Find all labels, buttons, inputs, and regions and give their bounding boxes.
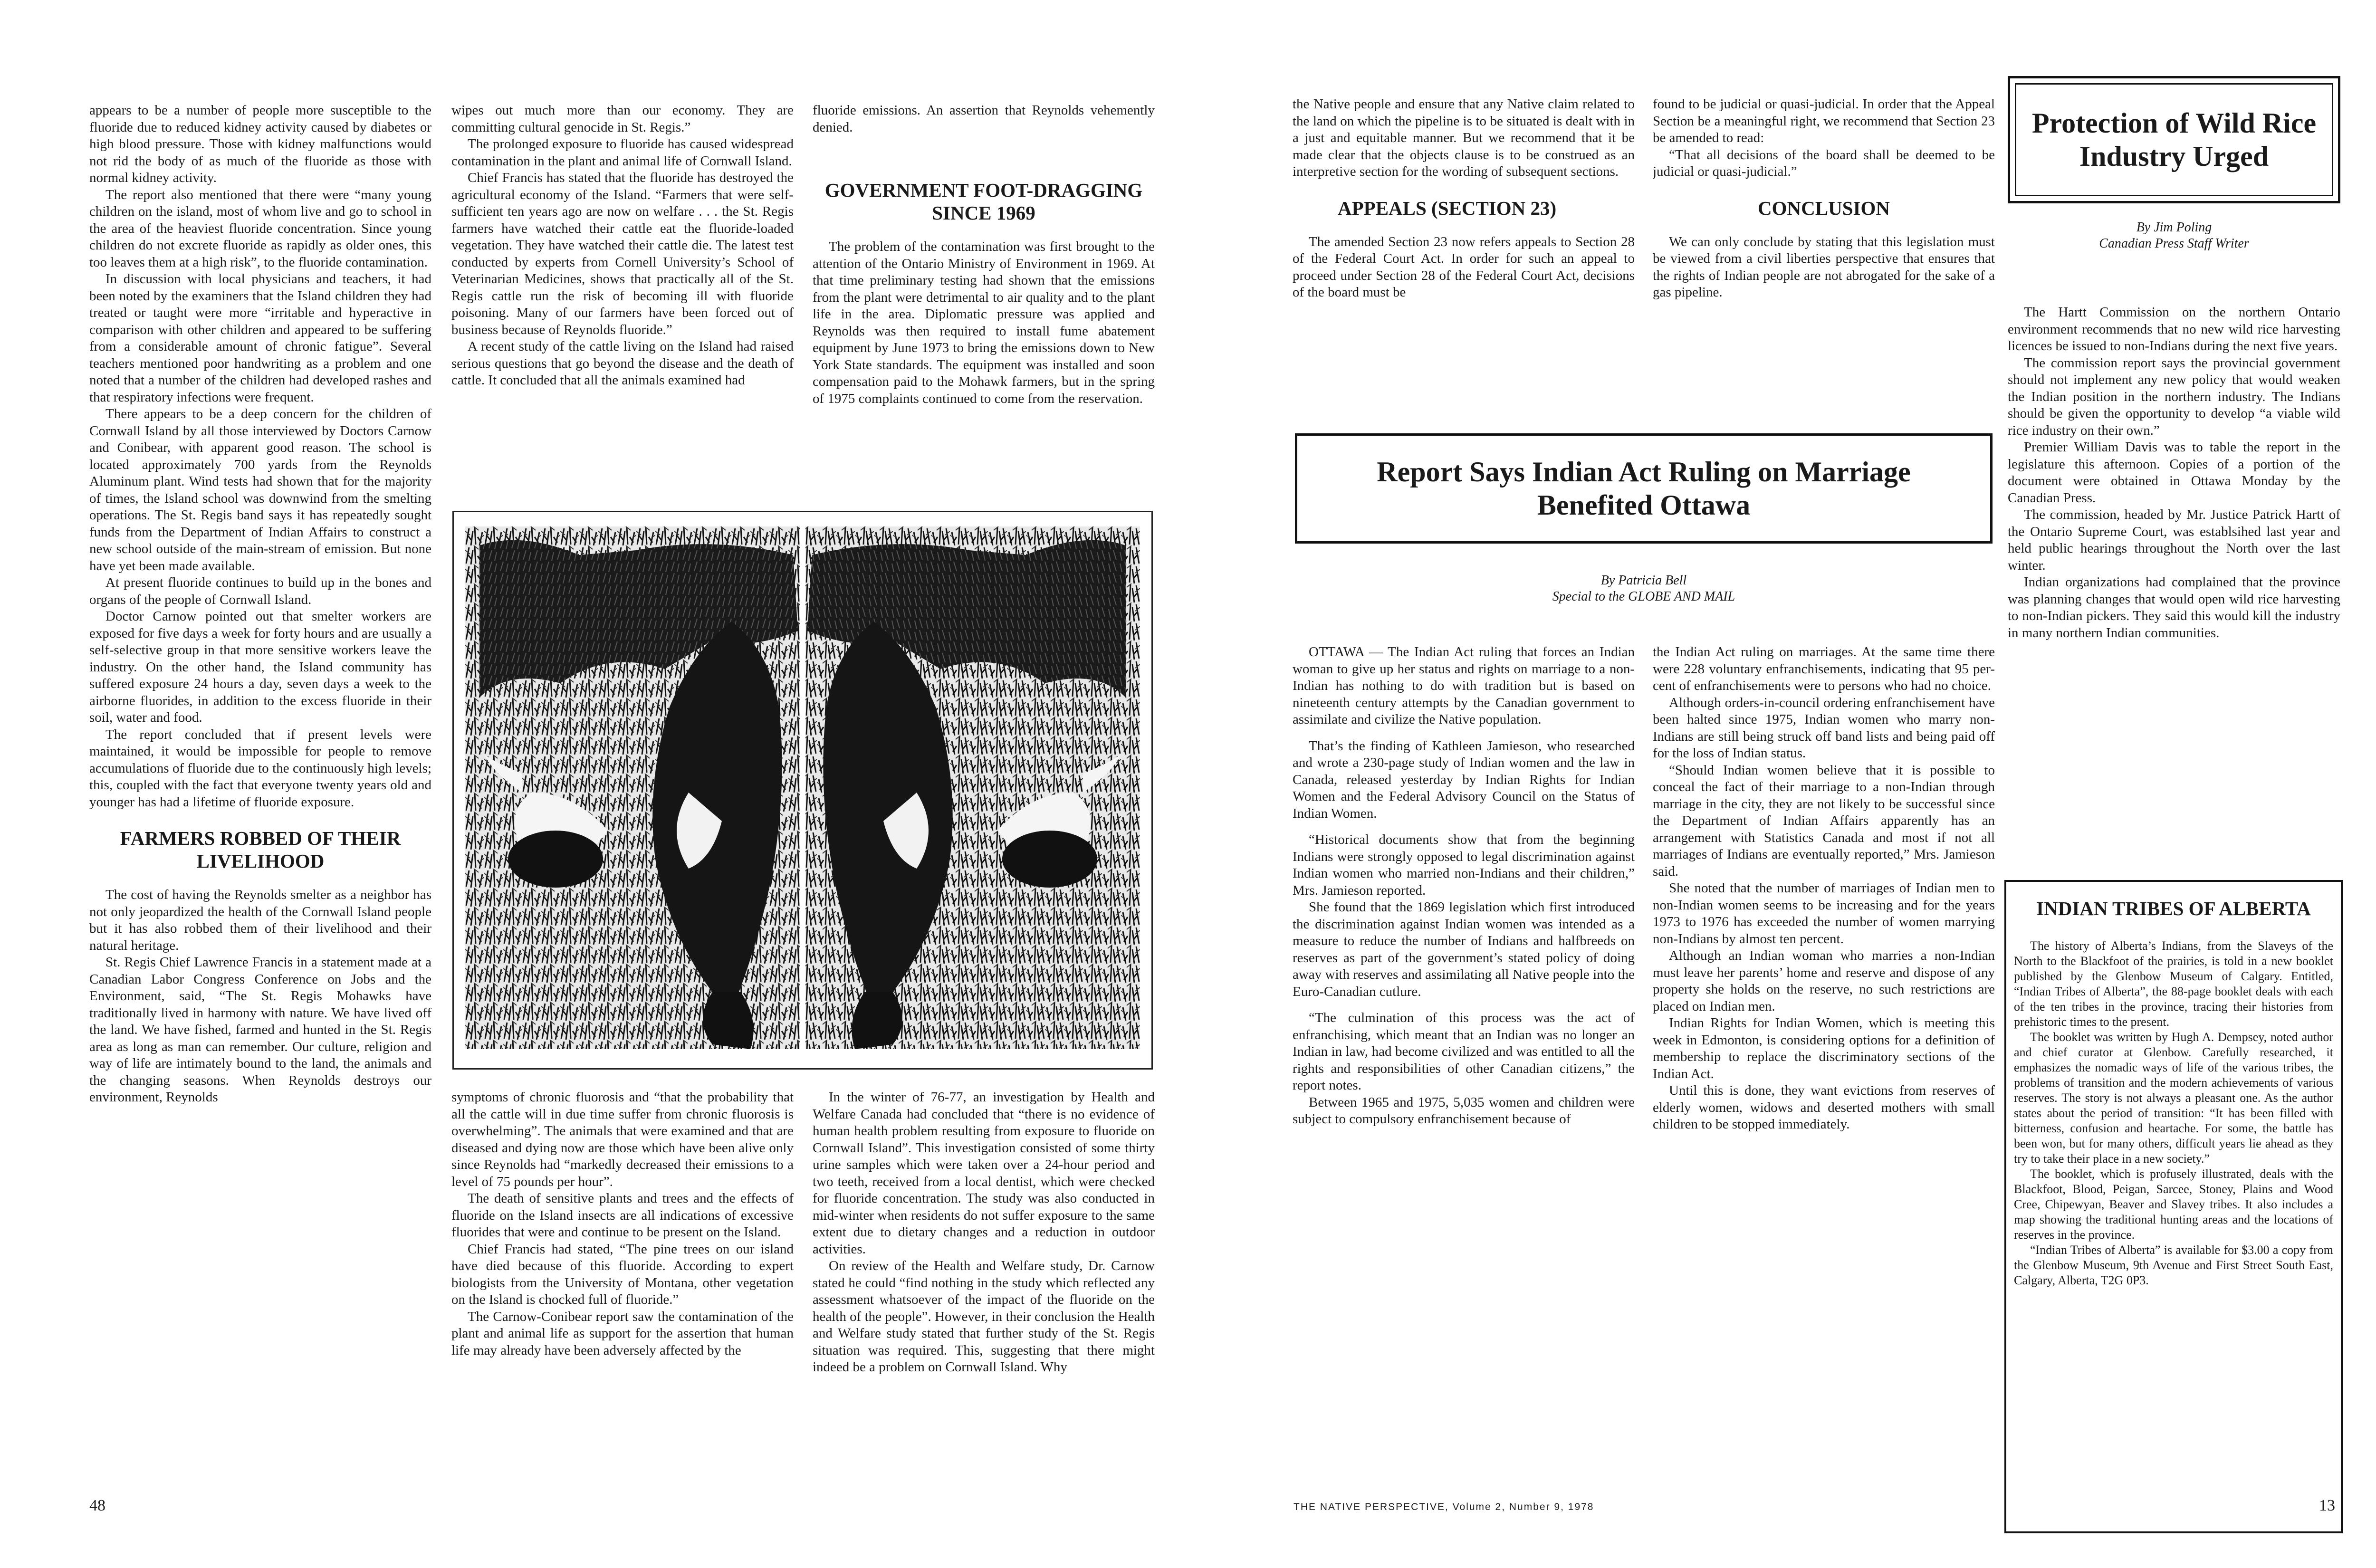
paragraph: A recent study of the cattle living on the Island had raised serious questions that go beyond the disease and the death of cattle. It concluded that all the animals examined had <box>451 339 794 388</box>
left-column-2 <box>451 102 794 506</box>
paragraph: Chief Francis has stated that the fluoride has destroyed the agricultural economy of the Island. “Farmers that were self-sufficient ten years ago are now on welfare . . . the St. Regis farmers have watched their cattle eat the fluoride-loaded vegetation. They have watched their cattle die. The latest test conducted by experts from Cornell University’s School of Veterinarian Medicines, shows that practically all of the St. Regis cattle run the risk of becoming ill with fluoride poisoning. Many of our farmers have been forced out of business because of Reynolds fluoride.” <box>451 170 794 337</box>
paragraph: Indian organizations had complained that the province was planning changes that would open wild rice harvesting to non-Indian pickers. They said this would kill the industry in many northern Indian communities. <box>2008 574 2340 641</box>
byline-source: Special to the GLOBE AND MAIL <box>1552 589 1735 604</box>
paragraph: She found that the 1869 legislation which first introduced the discrimination against Indian women was intended as a measure to reduce the number of Indians and halfbreeds on reserves as part of the government’s stated policy of doing away with reserves and assimilating all Native people into the Euro-Canadian cutlure. <box>1293 899 1635 999</box>
paragraph: On review of the Health and Welfare study, Dr. Carnow stated he could “find nothing in the study which reflected any assessment whatsoever of the impact of the fluoride on the health of the people”. However, in their conclusion the Health and Welfare study stated that further study of the St. Regis situation was required. This, suggesting that there might indeed be a problem on Cornwall Island. Why <box>813 1258 1155 1375</box>
alberta-heading: INDIAN TRIBES OF ALBERTA <box>2036 898 2311 919</box>
magazine-footer: THE NATIVE PERSPECTIVE, Volume 2, Number 9, 1978 <box>1293 1501 1594 1512</box>
indian-act-byline <box>1295 573 1993 605</box>
paragraph: fluoride emissions. An assertion that Reynolds vehemently denied. <box>813 103 1155 135</box>
right-top-column-1 <box>1293 96 1635 429</box>
wild-rice-column <box>2008 304 2340 874</box>
paragraph: Although an Indian woman who marries a non-Indian must leave her parents’ home and reserve and dispose of any property she holds on the reserve, no such restrictions are placed on Indian men. <box>1653 948 1995 1014</box>
paragraph: The amended Section 23 now refers appeals to Section 28 of the Federal Court Act. In order for such an appeal to proceed under Section 28 of the Federal Court Act, decisions of the board must be <box>1293 234 1635 300</box>
paragraph: That’s the finding of Kathleen Jamieson, who researched and wrote a 230-page study of Indian women and the law in Canada, released yesterday by Indian Rights for Indian Women and the Federal Advisory Council on the Status of Indian Women. <box>1293 738 1635 821</box>
cattle-photo-graphic <box>454 512 1151 1068</box>
paragraph: appears to be a number of people more susceptible to the fluoride due to reduced kidney activity caused by diabetes or high blood pressure. Those with kidney malfunctions would not rid the body of as much of the fluoride as those with normal kidney activity. <box>89 103 431 185</box>
paragraph: The commission report says the provincial government should not implement any new policy that would weaken the Indian position in the northern industry. The Indians should be given the opportunity to develop “a viable wild rice industry on their own.” <box>2008 355 2340 438</box>
paragraph: Indian Rights for Indian Women, which is meeting this week in Edmonton, is considering options for a definition of membership to replace the discriminatory sections of the Indian Act. <box>1653 1015 1995 1081</box>
paragraph: The Carnow-Conibear report saw the contamination of the plant and animal life as support for the assertion that human life may already have been adversely affected by the <box>451 1309 794 1358</box>
paragraph: wipes out much more than our economy. They are committing cultural genocide in St. Regis.” <box>451 103 794 135</box>
paragraph: The history of Alberta’s Indians, from the Slaveys of the North to the Blackfoot of the prairies, is told in a new booklet published by the Glenbow Museum of Calgary. Entitled, “Indian Tribes of Alberta”, the 88-page booklet deals with each of the ten tribes in the province, tracing their histories from prehistoric times to the present. <box>2014 939 2333 1029</box>
paragraph: the Indian Act ruling on marriages. At the same time there were 228 voluntary enfranchisements, indicating that 95 per-cent of enfranchisements were to persons who had no choice. <box>1653 644 1995 693</box>
paragraph: “The culmination of this process was the act of enfranchising, which meant that an Indian was no longer an Indian in law, had become civilized and was entitled to all the rights and responsibilities of other Canadian citizens,” the report notes. <box>1293 1010 1635 1093</box>
alberta-column <box>2014 938 2333 1523</box>
section-heading: APPEALS (SECTION 23) <box>1338 197 1557 219</box>
paragraph: “Should Indian women believe that it is possible to conceal the fact of their marriage to a non-Indian through marriage in the city, they are not likely to be successful since the Department of Indian Affairs apparently has an arrangement with Statistics Canada and most if not all marriages of Indians are eventually reported,” Mrs. Jamieson said. <box>1653 762 1995 879</box>
paragraph: There appears to be a deep concern for the children of Cornwall Island by all those interviewed by Doctors Carnow and Conibear, with apparent good reason. The school is located approximately 700 yards from the Reynolds Aluminum plant. Wind tests had shown that for the majority of times, the Island school was downwind from the smelting operations. The St. Regis band says it has repeatedly sought funds from the Department of Indian Affairs to construct a new school outside of the main-stream of emission. But none have yet been made available. <box>89 406 431 574</box>
paragraph: The death of sensitive plants and trees and the effects of fluoride on the Island insects are all indications of excessive fluorides that were and continue to be present on the Island. <box>451 1191 794 1240</box>
paragraph: The booklet was written by Hugh A. Dempsey, noted author and chief curator at Glenbow. Carefully researched, it emphasizes the nomadic ways of life of the various tribes, the problems of transition and the modern achievements of various reserves. The story is not always a pleasant one. As the author states about the period of transition: “It has been filled with bitterness, confusion and heartache. For some, the battle has been won, but for many others, difficult years lie ahead as they try to take their place in a new society.” <box>2014 1030 2333 1166</box>
paragraph: She noted that the number of marriages of Indian men to non-Indian women seems to be increasing and for the years 1973 to 1976 has exceeded the number of women marrying non-Indians by almost ten percent. <box>1653 880 1995 947</box>
paragraph: At present fluoride continues to build up in the bones and organs of the people of Cornwall Island. <box>89 575 431 607</box>
paragraph: The cost of having the Reynolds smelter as a neighbor has not only jeopardized the health of the Cornwall Island people but it has also robbed them of their livelihood and their natural heritage. <box>89 887 431 953</box>
cattle-photo <box>452 511 1153 1070</box>
paragraph: OTTAWA — The Indian Act ruling that forces an Indian woman to give up her status and rights on marriage to a non-Indian has nothing to do with tradition but is based on nineteenth century attempts by the Canadian government to assimilate and civilize the Native population. <box>1293 644 1635 727</box>
paragraph: The report concluded that if present levels were maintained, it would be impossible for people to remove accumulations of fluoride due to the continuously high levels; this, coupled with the fact that everyone twenty years old and younger has had a lifetime of fluoride exposure. <box>89 727 431 810</box>
paragraph: “That all decisions of the board shall be deemed to be judicial or quasi-judicial.” <box>1653 147 1995 179</box>
paragraph: Chief Francis had stated, “The pine trees on our island have died because of this fluoride. According to expert biologists from the University of Montana, other vegetation on the Island is chocked full of fluoride.” <box>451 1241 794 1307</box>
byline-source: Canadian Press Staff Writer <box>2099 236 2249 251</box>
paragraph: Between 1965 and 1975, 5,035 women and children were subject to compulsory enfranchisement because of <box>1293 1094 1635 1127</box>
paragraph: The booklet, which is profusely illustrated, deals with the Blackfoot, Blood, Peigan, Sarcee, Stoney, Plains and Wood Cree, Chipewyan, Beaver and Slavey tribes. It also includes a map showing the traditional hunting areas and the locations of reserves in the province. <box>2014 1167 2333 1242</box>
wild-rice-headline: Protection of Wild Rice Industry Urged <box>2031 107 2317 172</box>
left-column-2-lower <box>451 1089 794 1507</box>
page-number-right: 13 <box>2319 1497 2335 1514</box>
section-heading: GOVERNMENT FOOT-DRAGGING SINCE 1969 <box>824 179 1143 224</box>
paragraph: The commission, headed by Mr. Justice Patrick Hartt of the Ontario Supreme Court, was establsihed last year and held public hearings throughout the North over the last winter. <box>2008 507 2340 573</box>
paragraph: the Native people and ensure that any Native claim related to the land on which the pipeline is to be situated is dealt with in a just and equitable manner. But we recommend that it be made clear that the objects clause is to be construed as an interpretive section for the wording of subsequent sections. <box>1293 96 1635 179</box>
paragraph: In discussion with local physicians and teachers, it had been noted by the examiners that the Island children they had treated or taught were more “irritable and hyperactive in comparison with other children and appeared to be suffering from a considerable amount of chronic fatigue”. Several teachers mentioned poor handwriting as a problem and one noted that a number of the children had developed rashes and that respiratory infections were frequent. <box>89 271 431 405</box>
paragraph: Although orders-in-council ordering enfranchisement have been halted since 1975, Indian women who marry non-Indians are still being struck off band lists and being paid off for the loss of Indian status. <box>1653 695 1995 761</box>
section-heading: CONCLUSION <box>1758 197 1890 219</box>
left-column-3-lower <box>813 1089 1155 1507</box>
indian-act-column-1 <box>1293 644 1635 1494</box>
paragraph: Doctor Carnow pointed out that smelter workers are exposed for five days a week for forty hours and are usually a self-selective group in that more sensitive workers leave the industry. On the other hand, the Island community has suffered exposure 24 hours a day, seven days a week to the airborne fluorides, in addition to the excess fluoride in their soil, water and food. <box>89 609 431 725</box>
indian-act-column-2 <box>1653 644 1995 1494</box>
paragraph: The prolonged exposure to fluoride has caused widespread contamination in the plant and animal life of Cornwall Island. <box>451 136 794 169</box>
paragraph: The report also mentioned that there were “many young children on the island, most of whom live and go to school in the area of the heaviest fluoride concentration. Since young children do not excrete fluoride as rapidly as older ones, this too leaves them at a high risk”, to the fluoride contamination. <box>89 187 431 270</box>
paragraph: Premier William Davis was to table the report in the legislature this afternoon. Copies of a portion of the document were obtained in Ottawa Monday by the Canadian Press. <box>2008 440 2340 506</box>
byline-author: By Patricia Bell <box>1600 573 1687 588</box>
page-number-left: 48 <box>89 1497 105 1514</box>
paragraph: “Historical documents show that from the beginning Indians were strongly opposed to legal discrimination against Indian women who married non-Indians and their children,” Mrs. Jamieson reported. <box>1293 832 1635 898</box>
paragraph: The Hartt Commission on the northern Ontario environment recommends that no new wild rice harvesting licences be issued to non-Indians during the next five years. <box>2008 305 2340 354</box>
paragraph: found to be judicial or quasi-judicial. In order that the Appeal Section be a meaningful right, we recommend that Section 23 be amended to read: <box>1653 96 1995 145</box>
indian-act-headline-box <box>1295 433 1993 544</box>
section-heading: FARMERS ROBBED OF THEIR LIVELIHOOD <box>120 827 401 872</box>
paragraph: In the winter of 76-77, an investigation by Health and Welfare Canada had concluded that “there is no evidence of human health problem resulting from exposure to fluoride on Cornwall Island”. This investigation consisted of some thirty urine samples which were taken over a 24-hour period and two teeth, received from a local dentist, which were checked for fluoride concentration. The study was also conducted in mid-winter when residents do not suffer exposure to the same extent due to dietary changes and a reduction in outdoor activities. <box>813 1090 1155 1257</box>
wild-rice-byline <box>2008 220 2340 252</box>
left-column-3 <box>813 102 1155 506</box>
paragraph: St. Regis Chief Lawrence Francis in a statement made at a Canadian Labor Congress Conference on Jobs and the Environment, said, “The St. Regis Mohawks have traditionally lived in harmony with nature. We have lived off the land. We have fished, farmed and hunted in the St. Regis area as long as man can remember. Our culture, religion and way of life are intimately bound to the land, the animals and the changing seasons. When Reynolds destroys our environment, Reynolds <box>89 955 431 1105</box>
paragraph: symptoms of chronic fluorosis and “that the probability that all the cattle will in due time suffer from chronic fluorosis is overwhelming”. The animals that were examined and that are diseased and dying now are those which have been alive only since Reynolds had “markedly decreased their emissions to a level of 75 pounds per hour”. <box>451 1090 794 1189</box>
paragraph: Until this is done, they want evictions from reserves of elderly women, widows and deserted mothers with small children to be stopped immediately. <box>1653 1083 1995 1132</box>
wild-rice-headline-box <box>2008 76 2340 203</box>
left-column-1 <box>89 102 431 1504</box>
byline-author: By Jim Poling <box>2136 220 2212 235</box>
indian-act-headline: Report Says Indian Act Ruling on Marriage Benefited Ottawa <box>1377 456 1911 521</box>
right-top-column-2 <box>1653 96 1995 429</box>
paragraph: The problem of the contamination was first brought to the attention of the Ontario Ministry of Environment in 1969. At that time preliminary testing had shown that the emissions from the plant were detrimental to air quality and to the plant life in the area. Diplomatic pressure was applied and Reynolds was then required to install fume abatement equipment by June 1973 to bring the emissions down to New York State standards. The equipment was installed and soon compensation paid to the Mohawk farmers, but in the spring of 1975 complaints continued to come from the reservation. <box>813 239 1155 406</box>
paragraph: “Indian Tribes of Alberta” is available for $3.00 a copy from the Glenbow Museum, 9th Avenue and First Street South East, Calgary, Alberta, T2G 0P3. <box>2014 1243 2333 1287</box>
paragraph: We can only conclude by stating that this legislation must be viewed from a civil liberties perspective that ensures that the rights of Indian people are not abrogated for the sake of a gas pipeline. <box>1653 234 1995 300</box>
